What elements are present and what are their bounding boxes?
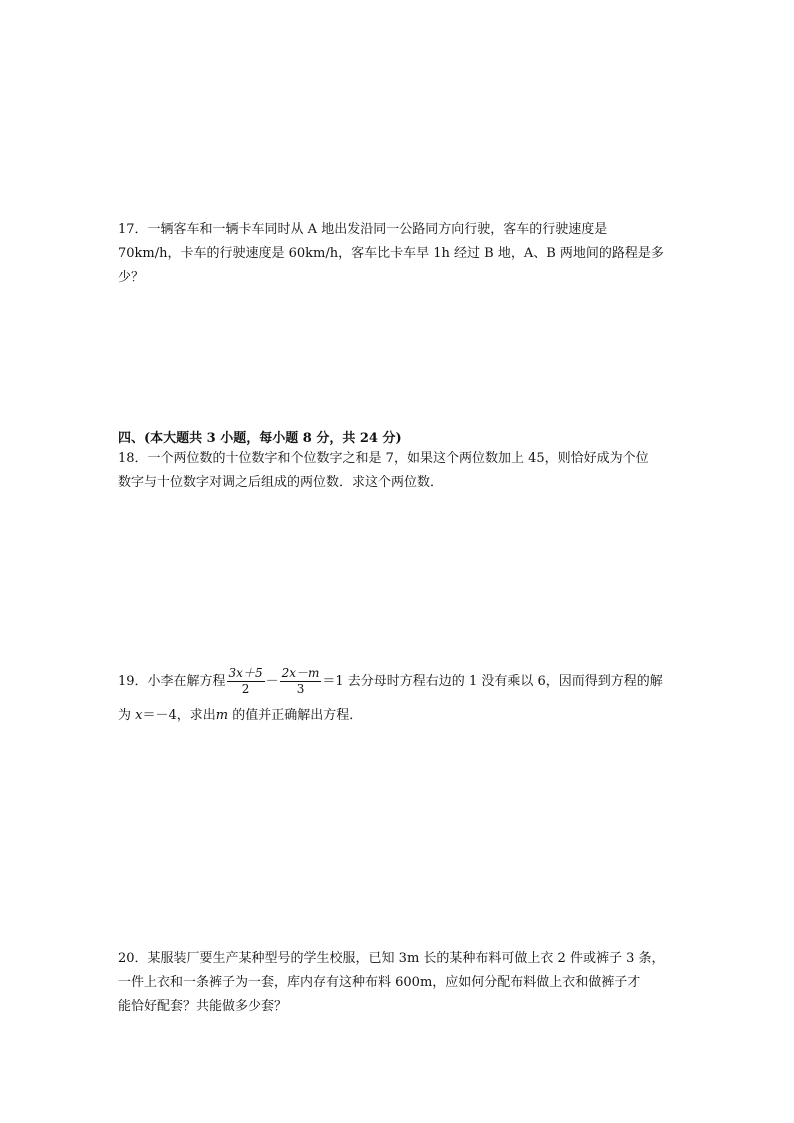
question-19-prefix: 19．小李在解方程: [118, 674, 226, 689]
equation-fraction-1: [227, 666, 265, 697]
fraction-2-denominator: 3: [296, 682, 305, 696]
section-4-heading-bold: 四、(本大题共: [118, 431, 203, 446]
variable-x: x: [135, 708, 143, 723]
question-19-line-2: [118, 704, 678, 728]
question-18-line-1: 18．一个两位数的十位数字和个位数字之和是 7，如果这个两位数加上 45，则恰好成为个位: [118, 451, 649, 466]
equation-fraction-2: [280, 666, 322, 697]
question-20-line-1: 20．某服装厂要生产某种型号的学生校服，已知 3m 长的某种布料可做上衣 2 件或裤子 3 条，: [118, 951, 665, 966]
question-20-line-3: 能恰好配套？共能做多少套？: [118, 999, 288, 1014]
question-19-line-2-a: 为: [118, 708, 136, 723]
fraction-2-numerator: 2x－m: [281, 666, 320, 680]
section-4-heading-rest: 3 小题，每小题 8 分，共 24 分): [202, 431, 402, 446]
question-19-suffix: ＝1 去分母时方程右边的 1 没有乘以 6，因而得到方程的解: [322, 674, 663, 689]
question-17-line-1: 17．一辆客车和一辆卡车同时从 A 地出发沿同一公路同方向行驶，客车的行驶速度是: [118, 222, 608, 237]
question-18: [118, 447, 678, 495]
question-17-line-3: 少？: [118, 270, 145, 285]
fraction-1-numerator: 3x＋5: [228, 666, 263, 680]
question-17: [118, 218, 678, 290]
question-18-line-2: 数字与十位数字对调之后组成的两位数．求这个两位数．: [118, 475, 444, 490]
question-19: [118, 664, 678, 728]
equation-minus: －: [265, 674, 279, 689]
question-19-line-2-b: ＝－4，求出: [142, 708, 216, 723]
variable-m: m: [215, 708, 229, 723]
question-20-line-2: 一件上衣和一条裤子为一套，库内存有这种布料 600m，应如何分配布料做上衣和做裤子才: [118, 975, 641, 990]
question-19-line-2-c: 的值并正确解出方程．: [228, 708, 363, 723]
fraction-1-denominator: 2: [241, 682, 250, 696]
section-4-heading: [118, 430, 678, 447]
question-19-line-1: [118, 664, 678, 700]
question-20: [118, 947, 678, 1019]
question-17-line-2: 70km/h，卡车的行驶速度是 60km/h，客车比卡车早 1h 经过 B 地，A、B 两地间的路程是多: [118, 246, 664, 261]
